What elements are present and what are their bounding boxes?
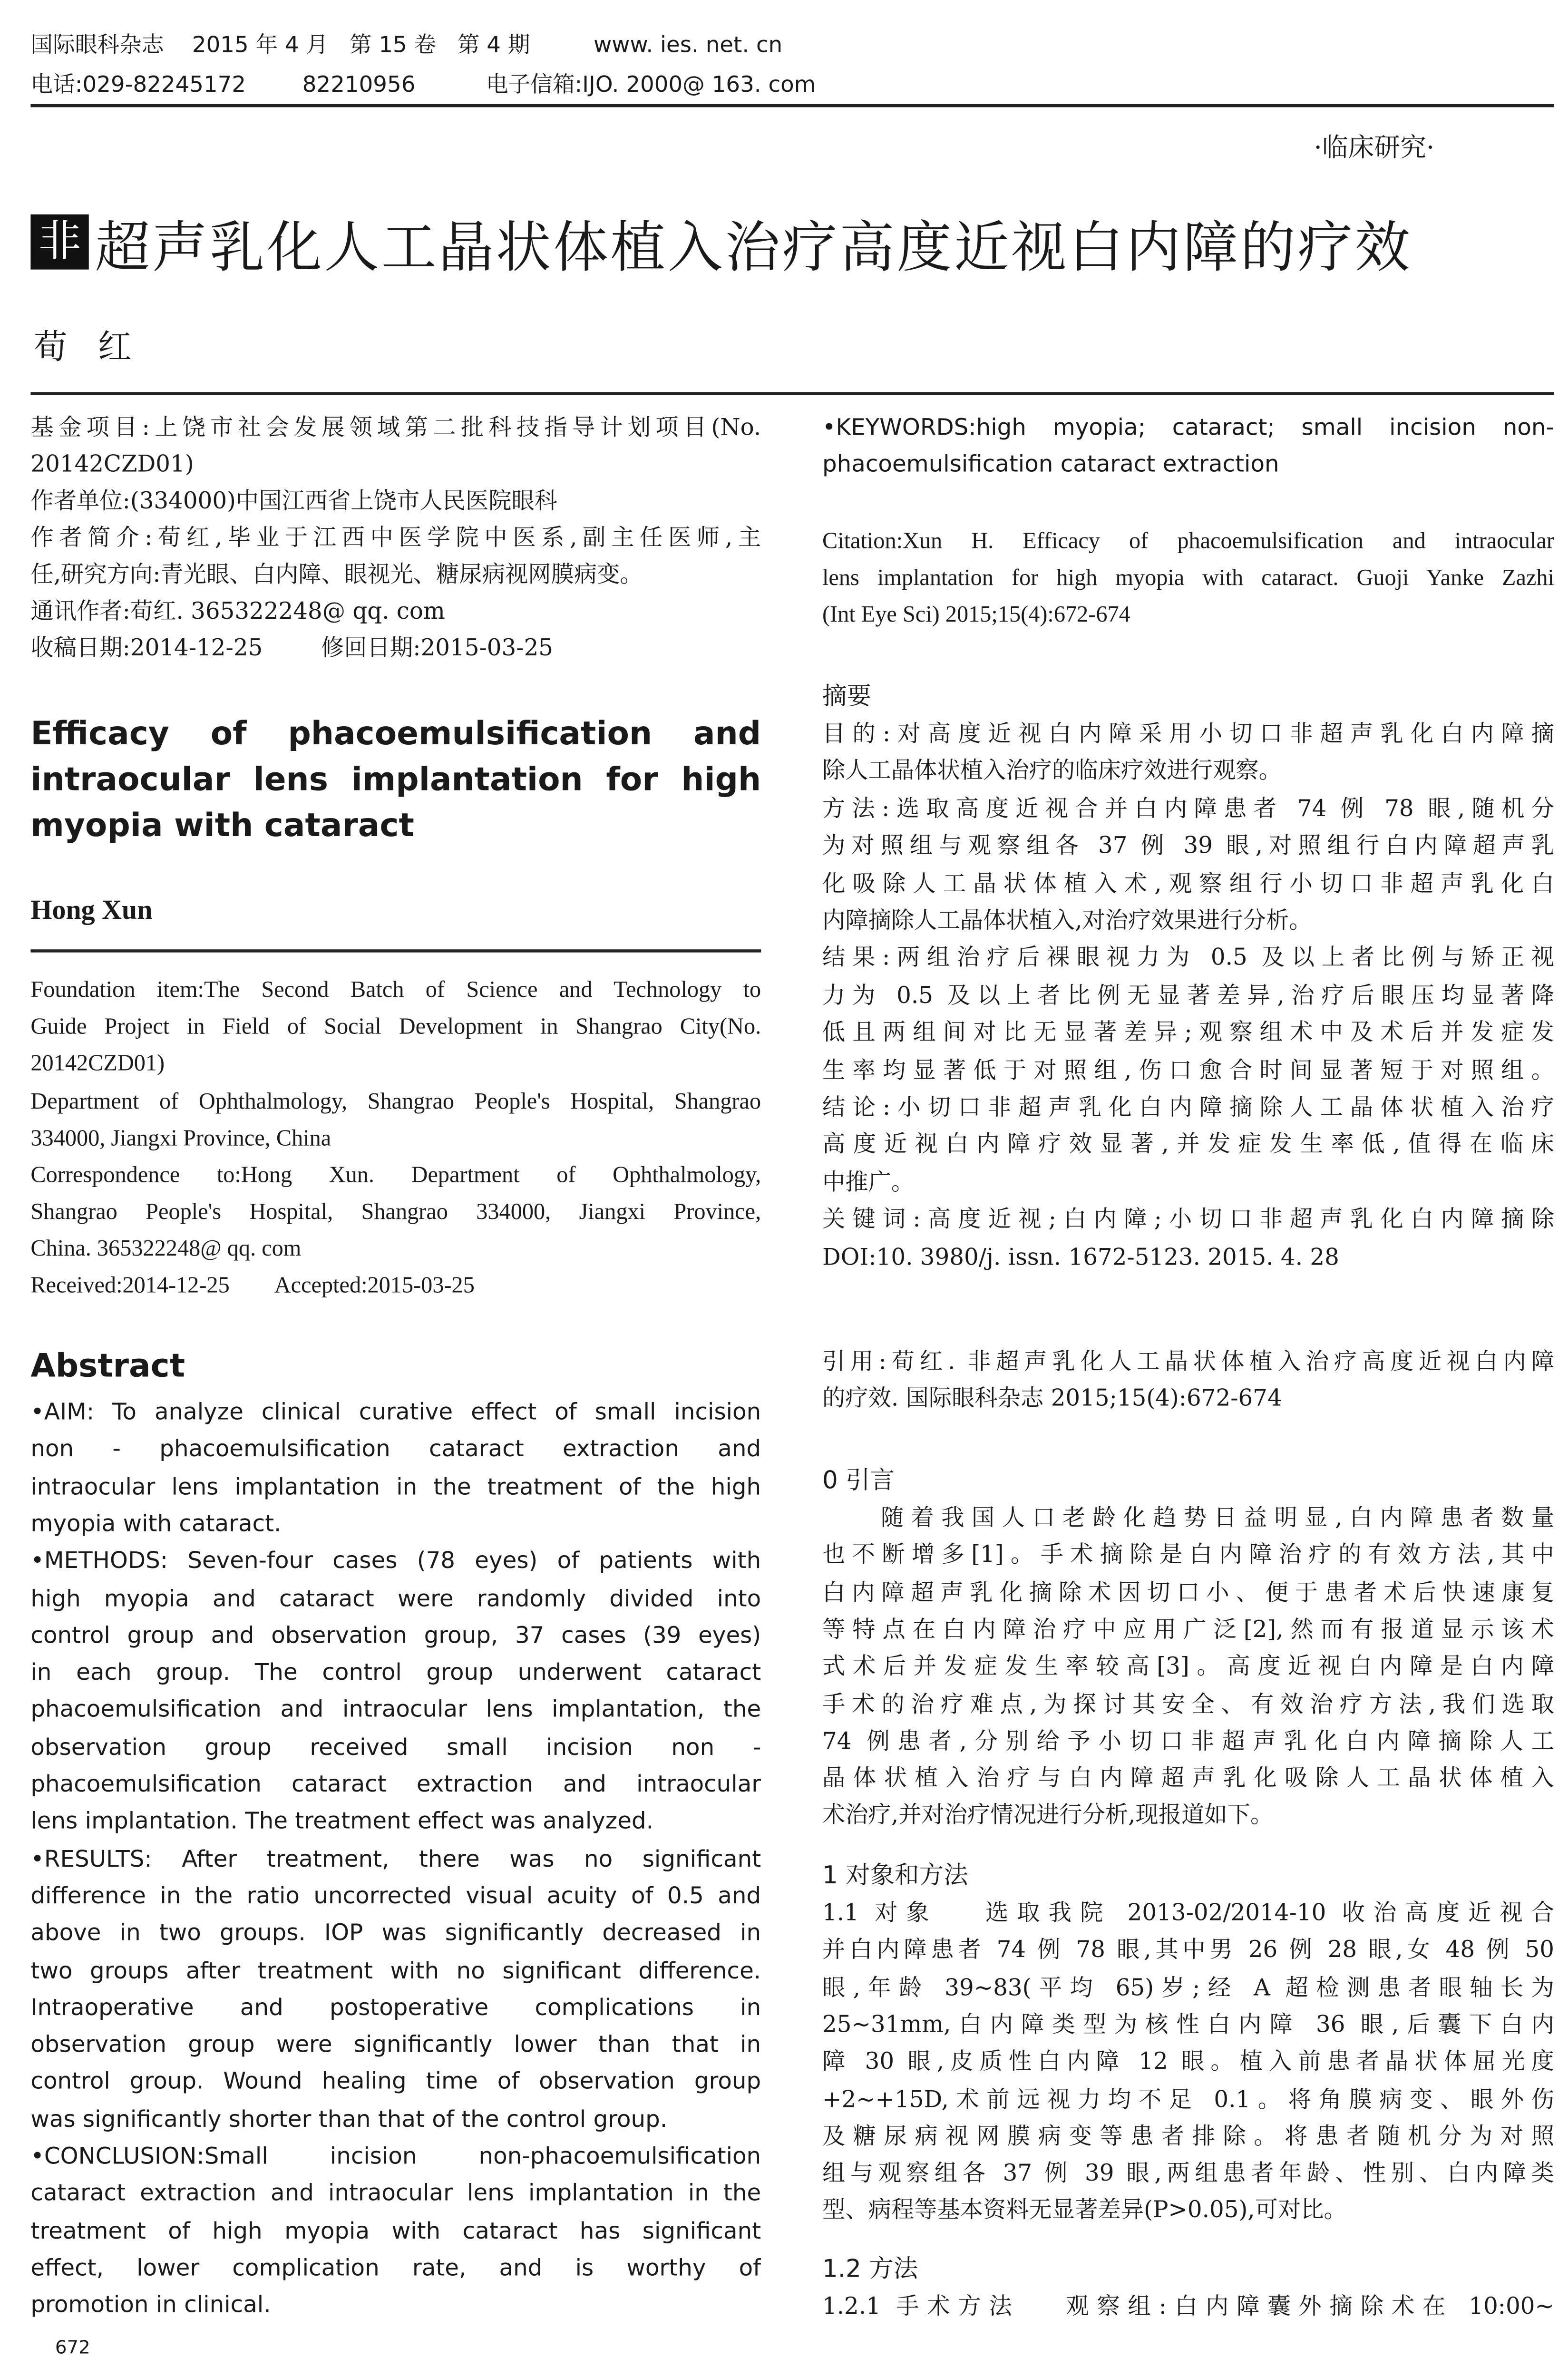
en-title-line: Efficacy of phacoemulsification and — [30, 715, 761, 752]
abstract-line: intraocular lens implantation in the treatment of the high — [30, 1472, 761, 1500]
abstract-cn-line: 内障摘除人工晶体状植入,对治疗效果进行分析。 — [822, 906, 1312, 935]
abstract-cn-line: 方法:选取高度近视合并白内障患者 74 例 78 眼,随机分 — [822, 794, 1554, 822]
abstract-line: Intraoperative and postoperative complications in — [30, 1993, 761, 2021]
en-meta-line: Shangrao People's Hospital, Shangrao 334000, Jiangxi Province, — [30, 1200, 761, 1225]
en-meta-line: 334000, Jiangxi Province, China — [30, 1127, 331, 1152]
en-meta-line: Correspondence to:Hong Xun. Department of Ophthalmology, — [30, 1163, 761, 1188]
abstract-line: phacoemulsification and intraocular lens implantation, the — [30, 1695, 761, 1724]
methods-line: 及糖尿病视网膜病变等患者排除。将患者随机分为对照 — [822, 2122, 1554, 2150]
en-meta-line: 20142CZD01) — [30, 1052, 165, 1077]
cn-meta-line: 作者简介:荀红,毕业于江西中医学院中医系,副主任医师,主 — [30, 524, 761, 552]
abstract-line: •METHODS: Seven-four cases (78 eyes) of patients with — [30, 1547, 761, 1575]
abstract-cn — [822, 715, 1554, 1289]
keywords-en — [822, 409, 1554, 486]
intro-line: 晶体状植入治疗与白内障超声乳化吸除人工晶状体植入 — [822, 1764, 1554, 1792]
header-rule — [30, 104, 1554, 107]
abstract-en — [30, 1393, 761, 2328]
abstract-line: promotion in clinical. — [30, 2291, 271, 2319]
en-meta-block — [30, 973, 761, 1309]
abstract-line: observation group were significantly lower than that in — [30, 2030, 761, 2058]
abstract-line: high myopia and cataract were randomly divided into — [30, 1584, 761, 1612]
citation-line: lens implantation for high myopia with cataract. Guoji Yanke Zazhi — [822, 566, 1554, 591]
en-meta-line: Foundation item:The Second Batch of Science and Technology to — [30, 978, 761, 1003]
article-title-cn: 超声乳化人工晶状体植入治疗高度近视白内障的疗效 — [95, 217, 1412, 281]
abstract-line: lens implantation. The treatment effect was analyzed. — [30, 1807, 654, 1835]
journal-header-line: 国际眼科杂志 2015 年 4 月 第 15 卷 第 4 期 www. ies. net. cn — [30, 33, 783, 58]
methods-line: +2~+15D,术前远视力均不足 0.1。将角膜病变、眼外伤 — [822, 2085, 1554, 2113]
cn-meta-line: 收稿日期:2014-12-25 修回日期:2015-03-25 — [30, 633, 554, 662]
journal-logo-mark: 非 — [30, 214, 88, 270]
intro-line: 也不断增多[1]。手术摘除是白内障治疗的有效方法,其中 — [822, 1540, 1554, 1568]
intro-line: 74 例患者,分别给予小切口非超声乳化白内障摘除人工 — [822, 1727, 1554, 1755]
citation-line: Citation:Xun H. Efficacy of phacoemulsification and intraocular — [822, 530, 1554, 555]
en-meta-line: Department of Ophthalmology, Shangrao People's Hospital, Shangrao — [30, 1090, 761, 1115]
abstract-line: was significantly shorter than that of the control group. — [30, 2105, 668, 2133]
abstract-line: above in two groups. IOP was significantly decreased in — [30, 1919, 761, 1947]
abstract-cn-line: 低且两组间对比无显著差异;观察组术中及术后并发症发 — [822, 1018, 1554, 1046]
en-meta-line: Received:2014-12-25 Accepted:2015-03-25 — [30, 1274, 475, 1299]
methods-line: 组与观察组各 37 例 39 眼,两组患者年龄、性别、白内障类 — [822, 2159, 1554, 2187]
abstract-line: observation group received small incision non - — [30, 1733, 761, 1761]
citation-cn-line: 的疗效. 国际眼科杂志 2015;15(4):672-674 — [822, 1384, 1282, 1412]
methods-heading: 1 对象和方法 — [822, 1860, 968, 1890]
en-meta-line: China. 365322248@ qq. com — [30, 1237, 302, 1262]
abstract-cn-line: 结论:小切口非超声乳化白内障摘除人工晶体状植入治疗 — [822, 1093, 1554, 1121]
abstract-cn-line: 化吸除人工晶状体植入术,观察组行小切口非超声乳化白 — [822, 869, 1554, 897]
intro-line: 随着我国人口老龄化趋势日益明显,白内障患者数量 — [822, 1503, 1554, 1531]
abstract-cn-line: 为对照组与观察组各 37 例 39 眼,对照组行白内障超声乳 — [822, 831, 1554, 859]
methods-sub-line: 1.2.1 手术方法 观察组:白内障囊外摘除术在 10:00~ — [822, 2292, 1554, 2320]
intro-line: 手术的治疗难点,为探讨其安全、有效治疗方法,我们选取 — [822, 1689, 1554, 1717]
cn-meta-line: 20142CZD01) — [30, 450, 194, 478]
methods-line: 障 30 眼,皮质性白内障 12 眼。植入前患者晶状体屈光度 — [822, 2047, 1554, 2075]
abstract-cn-line: 除人工晶体状植入治疗的临床疗效进行观察。 — [822, 757, 1282, 785]
abstract-line: cataract extraction and intraocular lens implantation in the — [30, 2179, 761, 2207]
abstract-cn-line: 关键词:高度近视;白内障;小切口非超声乳化白内障摘除 — [822, 1205, 1554, 1233]
abstract-line: effect, lower complication rate, and is worthy of — [30, 2254, 761, 2282]
abstract-line: treatment of high myopia with cataract has significant — [30, 2216, 761, 2244]
page-number: 672 — [55, 2337, 90, 2358]
keywords-line: phacoemulsification cataract extraction — [822, 450, 1279, 478]
author-name-cn: 荀红 — [33, 329, 163, 368]
article-title-en — [30, 711, 761, 851]
citation-cn — [822, 1343, 1554, 1420]
section-tag: ·临床研究· — [1314, 133, 1435, 164]
methods-body — [822, 1894, 1554, 2239]
intro-line: 等特点在白内障治疗中应用广泛[2],然而有报道显示该术 — [822, 1615, 1554, 1643]
abstract-cn-line: 生率均显著低于对照组,伤口愈合时间显著短于对照组。 — [822, 1056, 1554, 1084]
abstract-line: non - phacoemulsification cataract extraction and — [30, 1435, 761, 1463]
abstract-cn-line: 力为 0.5 及以上者比例无显著差异,治疗后眼压均显著降 — [822, 981, 1554, 1009]
abstract-cn-line: 结果:两组治疗后裸眼视力为 0.5 及以上者比例与矫正视 — [822, 944, 1554, 972]
meta-rule — [30, 949, 761, 952]
cn-meta-line: 作者单位:(334000)中国江西省上饶市人民医院眼科 — [30, 487, 558, 515]
abstract-cn-line: 中推广。 — [822, 1168, 915, 1196]
abstract-line: myopia with cataract. — [30, 1510, 282, 1538]
author-name-en: Hong Xun — [30, 894, 153, 925]
methods-subheading: 1.2 方法 — [822, 2254, 918, 2283]
citation-en — [822, 524, 1554, 638]
abstract-cn-line: 高度近视白内障疗效显著,并发症发生率低,值得在临床 — [822, 1130, 1554, 1159]
abstract-line: difference in the ratio uncorrected visual acuity of 0.5 and — [30, 1881, 761, 1909]
abstract-line: phacoemulsification cataract extraction and intraocular — [30, 1770, 761, 1798]
methods-line: 型、病程等基本资料无显著差异(P>0.05),可对比。 — [822, 2196, 1347, 2224]
abstract-cn-line: 目的:对高度近视白内障采用小切口非超声乳化白内障摘 — [822, 720, 1554, 748]
abstract-line: in each group. The control group underwent cataract — [30, 1658, 761, 1686]
intro-body — [822, 1499, 1554, 1843]
abstract-line: two groups after treatment with no significant difference. — [30, 1956, 761, 1984]
abstract-cn-line: DOI:10. 3980/j. issn. 1672-5123. 2015. 4. 28 — [822, 1243, 1339, 1271]
en-meta-line: Guide Project in Field of Social Development in Shangrao City(No. — [30, 1015, 761, 1040]
abstract-cn-heading: 摘要 — [822, 681, 872, 711]
citation-line: (Int Eye Sci) 2015;15(4):672-674 — [822, 603, 1130, 628]
en-title-line: intraocular lens implantation for high — [30, 761, 761, 798]
contact-header-line: 电话:029-82245172 82210956 电子信箱:IJO. 2000@ 163. com — [30, 73, 816, 98]
intro-line: 白内障超声乳化摘除术因切口小、便于患者术后快速康复 — [822, 1578, 1554, 1606]
abstract-line: control group. Wound healing time of observation group — [30, 2067, 761, 2095]
methods-line: 25~31mm,白内障类型为核性白内障 36 眼,后囊下白内 — [822, 2010, 1554, 2038]
cn-meta-line: 通讯作者:荀红. 365322248@ qq. com — [30, 597, 445, 625]
abstract-line: •AIM: To analyze clinical curative effect of small incision — [30, 1398, 761, 1426]
en-title-line: myopia with cataract — [30, 807, 414, 844]
citation-cn-line: 引用:荀红. 非超声乳化人工晶状体植入治疗高度近视白内障 — [822, 1347, 1554, 1375]
abstract-line: •CONCLUSION:Small incision non-phacoemulsification — [30, 2142, 761, 2170]
cn-meta-line: 任,研究方向:青光眼、白内障、眼视光、糖尿病视网膜病变。 — [30, 560, 643, 588]
cn-meta-block — [30, 409, 761, 669]
title-rule — [30, 392, 1554, 394]
abstract-line: control group and observation group, 37 cases (39 eyes) — [30, 1621, 761, 1649]
intro-heading: 0 引言 — [822, 1465, 895, 1495]
methods-line: 并白内障患者 74 例 78 眼,其中男 26 例 28 眼,女 48 例 50 — [822, 1936, 1554, 1964]
intro-line: 术治疗,并对治疗情况进行分析,现报道如下。 — [822, 1801, 1274, 1829]
abstract-line: •RESULTS: After treatment, there was no significant — [30, 1844, 761, 1872]
keywords-line: •KEYWORDS:high myopia; cataract; small incision non- — [822, 413, 1554, 441]
methods-line: 1.1 对象 选取我院 2013-02/2014-10 收治高度近视合 — [822, 1899, 1554, 1927]
cn-meta-line: 基金项目:上饶市社会发展领域第二批科技指导计划项目(No. — [30, 413, 761, 441]
methods-sub-body — [822, 2288, 1554, 2328]
intro-line: 式术后并发症发生率较高[3]。高度近视白内障是白内障 — [822, 1652, 1554, 1680]
methods-line: 眼,年龄 39~83(平均 65)岁;经 A 超检测患者眼轴长为 — [822, 1973, 1554, 2001]
abstract-heading: Abstract — [30, 1347, 185, 1384]
